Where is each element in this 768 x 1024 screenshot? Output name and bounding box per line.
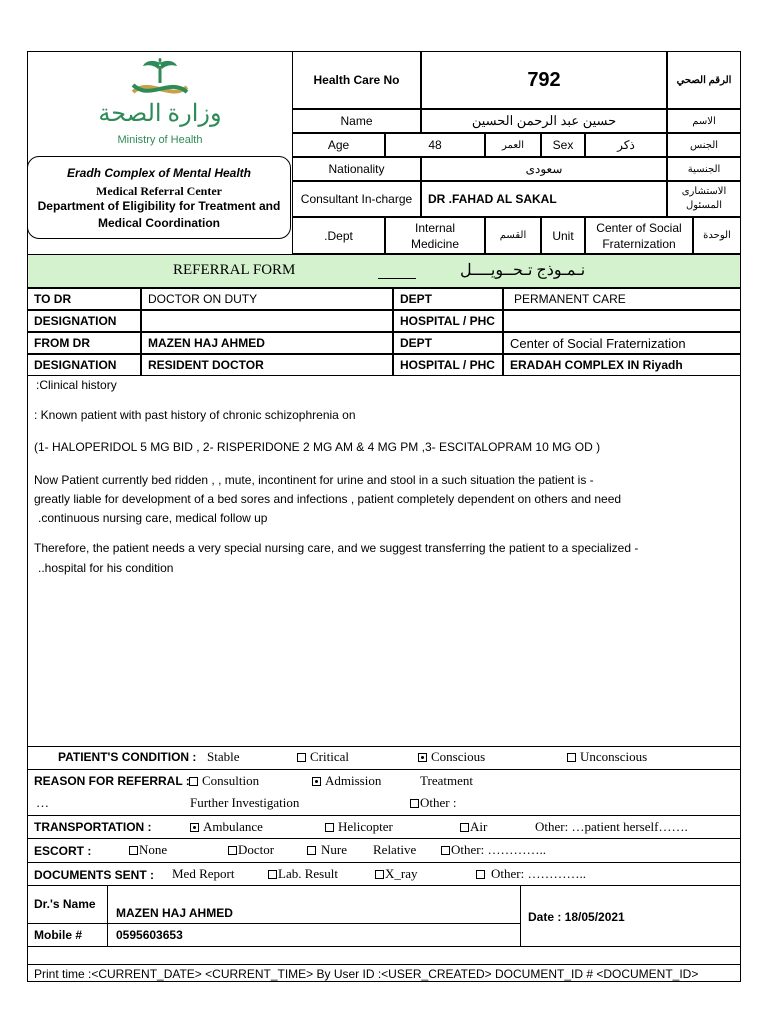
checkbox-icon[interactable] — [441, 846, 450, 855]
escort-doctor: Doctor — [238, 842, 275, 857]
dept-label-ar: القسم — [485, 217, 541, 254]
signature-bottom-line — [27, 946, 741, 947]
transport-other[interactable]: Other: …patient herself……. — [535, 819, 688, 834]
transport-label: TRANSPORTATION : — [34, 820, 152, 834]
title-underline — [378, 278, 416, 279]
signature-divider — [27, 885, 741, 886]
age-value: 48 — [385, 133, 485, 157]
unit-label-ar: الوحدة — [693, 217, 741, 254]
form-title-en: REFERRAL FORM — [173, 262, 296, 278]
escort-divider — [27, 838, 741, 839]
department-name: Department of Eligibility for Treatment and Medical Coordination — [37, 199, 281, 230]
to-dept-value: PERMANENT CARE — [503, 288, 741, 310]
reason-dots: … — [36, 795, 49, 810]
name-label-ar: الاسم — [667, 109, 741, 133]
condition-divider — [27, 746, 741, 747]
transport-air: Air — [470, 819, 488, 834]
history-line1: : Known patient with past history of chronic schizophrenia on — [34, 408, 356, 422]
condition-conscious: Conscious — [431, 749, 486, 764]
checkbox-icon[interactable] — [460, 823, 469, 832]
transport-ambulance-option[interactable] — [190, 819, 263, 835]
signature-vline-left — [107, 885, 108, 946]
doctor-name-label: Dr.'s Name — [34, 897, 96, 911]
unit-label: Unit — [541, 217, 585, 254]
from-designation-value: RESIDENT DOCTOR — [141, 354, 393, 376]
documents-lab-option[interactable] — [268, 866, 338, 882]
doctor-name-value: MAZEN HAJ AHMED — [116, 906, 233, 920]
documents-xray-option[interactable] — [375, 866, 418, 882]
consultant-label-ar: الاستشارى المسئول — [667, 181, 741, 217]
reason-consultation: Consultion — [202, 773, 260, 788]
condition-conscious-option[interactable] — [418, 749, 485, 765]
checked-checkbox-icon[interactable] — [312, 777, 321, 786]
unit-value: Center of Social Fraternization — [585, 217, 693, 254]
documents-label: DOCUMENTS SENT : — [34, 868, 154, 882]
hc-value: 792 — [421, 51, 667, 109]
to-dr-label: TO DR — [27, 288, 141, 310]
escort-nurse: Nure — [321, 842, 347, 857]
mobile-label: Mobile # — [34, 928, 83, 942]
name-value: حسين عبد الرحمن الحسين — [421, 109, 667, 133]
transport-helicopter: Helicopter — [338, 819, 393, 834]
reason-treatment[interactable]: Treatment — [420, 773, 473, 788]
checkbox-icon[interactable] — [129, 846, 138, 855]
escort-none-option[interactable] — [129, 842, 167, 858]
ministry-english: Ministry of Health — [117, 134, 203, 146]
print-footer: Print time :<CURRENT_DATE> <CURRENT_TIME> By User ID :<USER_CREATED> DOCUMENT_ID # <DOCUMENT_ID> — [34, 967, 699, 981]
checkbox-icon[interactable] — [228, 846, 237, 855]
documents-med-report[interactable]: Med Report — [172, 866, 235, 881]
nationality-label-ar: الجنسية — [667, 157, 741, 181]
center-name: Medical Referral Center — [96, 184, 222, 198]
condition-stable[interactable]: Stable — [207, 749, 240, 764]
ministry-arabic: وزارة الصحة — [98, 101, 222, 127]
signature-date: Date : 18/05/2021 — [528, 910, 625, 924]
reason-label: REASON FOR REFERRAL : — [34, 774, 190, 788]
escort-none: None — [139, 842, 168, 857]
sex-label: Sex — [541, 133, 585, 157]
escort-label: ESCORT : — [34, 844, 92, 858]
complex-name: Eradh Complex of Mental Health — [66, 166, 252, 180]
transport-ambulance: Ambulance — [203, 819, 263, 834]
escort-other-option[interactable] — [441, 842, 546, 858]
from-dr-value: MAZEN HAJ AHMED — [141, 332, 393, 354]
checkbox-icon[interactable] — [307, 846, 316, 855]
checked-checkbox-icon[interactable] — [190, 823, 199, 832]
consultant-value: DR .FAHAD AL SAKAL — [421, 181, 667, 217]
to-hospital-label: HOSPITAL / PHC — [393, 310, 503, 332]
to-hospital-value — [503, 310, 741, 332]
history-para1-l2: greatly liable for development of a bed sores and infections , patient completely dependent on others and need — [34, 492, 622, 506]
condition-unconscious-option[interactable] — [567, 749, 647, 765]
from-dept-value: Center of Social Fraternization — [503, 332, 741, 354]
dept-value: Internal Medicine — [385, 217, 485, 254]
to-dept-label: DEPT — [393, 288, 503, 310]
to-dr-value: DOCTOR ON DUTY — [141, 288, 393, 310]
condition-unconscious: Unconscious — [580, 749, 648, 764]
checkbox-icon[interactable] — [297, 753, 306, 762]
documents-other-option[interactable] — [476, 866, 586, 882]
transport-air-option[interactable] — [460, 819, 487, 835]
from-hospital-value: ERADAH COMPLEX IN Riyadh — [503, 354, 741, 376]
sex-label-ar: الجنس — [667, 133, 741, 157]
escort-nurse-option[interactable] — [307, 842, 347, 858]
consultant-label: Consultant In-charge — [292, 181, 421, 217]
from-hospital-label: HOSPITAL / PHC — [393, 354, 503, 376]
condition-critical-option[interactable] — [297, 749, 349, 765]
checkbox-icon[interactable] — [268, 870, 277, 879]
documents-other: Other: ………….. — [491, 866, 586, 881]
history-para2-l2: ..hospital for his condition — [38, 561, 174, 575]
history-para1-l3: .continuous nursing care, medical follow up — [38, 511, 268, 525]
checkbox-icon[interactable] — [189, 777, 198, 786]
checked-checkbox-icon[interactable] — [418, 753, 427, 762]
history-para1-l1: Now Patient currently bed ridden , , mute, incontinent for urine and stool in a such situation the patient is - — [34, 473, 594, 487]
escort-doctor-option[interactable] — [228, 842, 274, 858]
from-dr-label: FROM DR — [27, 332, 141, 354]
escort-relative[interactable]: Relative — [373, 842, 417, 857]
signature-vline-right — [520, 885, 521, 946]
transport-divider — [27, 815, 741, 816]
condition-critical: Critical — [310, 749, 349, 764]
to-designation-label: DESIGNATION — [27, 310, 141, 332]
reason-further[interactable]: Further Investigation — [190, 795, 300, 810]
to-designation-value — [141, 310, 393, 332]
footer-divider — [27, 964, 741, 965]
checkbox-icon[interactable] — [567, 753, 576, 762]
reason-other-option[interactable] — [410, 795, 456, 811]
sex-value: ذكر — [585, 133, 667, 157]
reason-admission: Admission — [325, 773, 382, 788]
dept-label: .Dept — [292, 217, 385, 254]
nationality-value: سعودى — [421, 157, 667, 181]
documents-xray: X_ray — [385, 866, 418, 881]
from-designation-label: DESIGNATION — [27, 354, 141, 376]
checkbox-icon[interactable] — [325, 823, 334, 832]
escort-other: Other: ………….. — [451, 842, 546, 857]
hc-label-ar: الرقم الصحي — [667, 51, 741, 109]
condition-label: PATIENT'S CONDITION : — [58, 750, 197, 764]
hc-label: Health Care No — [292, 51, 421, 109]
history-label: :Clinical history — [36, 378, 117, 392]
age-label-ar: العمر — [485, 133, 541, 157]
moh-logo — [95, 57, 225, 152]
history-para2-l1: Therefore, the patient needs a very special nursing care, and we suggest transferring the patient to a specialized - — [34, 541, 639, 555]
form-title-ar: نـمـوذج تـحــويــــل — [460, 262, 586, 279]
age-label: Age — [292, 133, 385, 157]
transport-helicopter-option[interactable] — [325, 819, 393, 835]
reason-other: Other : — [420, 795, 457, 810]
reason-admission-option[interactable] — [312, 773, 381, 789]
documents-divider — [27, 862, 741, 863]
reason-divider — [27, 769, 741, 770]
nationality-label: Nationality — [292, 157, 421, 181]
from-dept-label: DEPT — [393, 332, 503, 354]
documents-lab: Lab. Result — [278, 866, 338, 881]
mobile-value: 0595603653 — [116, 928, 183, 942]
signature-mid-line — [27, 923, 520, 924]
checkbox-icon[interactable] — [410, 799, 419, 808]
checkbox-icon[interactable] — [375, 870, 384, 879]
name-label: Name — [292, 109, 421, 133]
checkbox-icon[interactable] — [476, 870, 485, 879]
reason-consultation-option[interactable] — [189, 773, 259, 789]
title-bar — [27, 254, 741, 288]
history-line2: (1- HALOPERIDOL 5 MG BID , 2- RISPERIDONE 2 MG AM & 4 MG PM ,3- ESCITALOPRAM 10 MG OD ) — [34, 440, 601, 454]
